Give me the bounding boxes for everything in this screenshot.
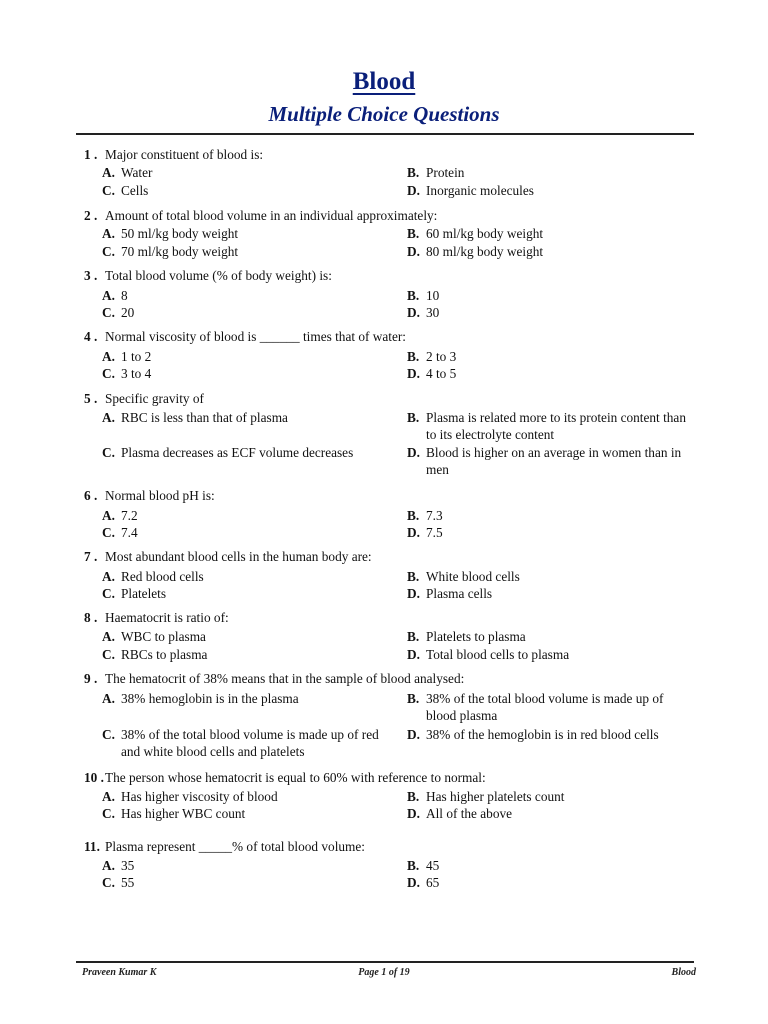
option-text: Has higher WBC count [121, 806, 246, 821]
option-letter: D. [407, 244, 420, 259]
option-text: 35 [121, 858, 135, 873]
answer-option [102, 444, 392, 461]
answer-option [102, 524, 392, 541]
question-number: 8 . [84, 610, 98, 625]
answer-option [407, 726, 697, 743]
option-letter: D. [407, 875, 420, 890]
question-text: Major constituent of blood is: [105, 147, 264, 162]
answer-option [102, 857, 392, 874]
option-letter: C. [102, 586, 115, 601]
option-letter: A. [102, 508, 115, 523]
option-text: Platelets [121, 586, 167, 601]
answer-option [407, 409, 697, 443]
option-letter: C. [102, 305, 115, 320]
option-letter: B. [407, 288, 420, 303]
option-text: 3 to 4 [121, 366, 152, 381]
question-stem [84, 208, 437, 224]
option-text: RBCs to plasma [121, 647, 208, 662]
option-text: 38% of the total blood volume is made up of blood plasma [426, 691, 664, 723]
question-stem [84, 839, 365, 855]
page-subtitle: Multiple Choice Questions [268, 102, 500, 126]
option-letter: D. [407, 183, 420, 198]
header-divider [76, 133, 694, 135]
option-letter: D. [407, 525, 420, 540]
question-number: 9 . [84, 671, 98, 686]
answer-option [102, 304, 392, 321]
answer-option [407, 225, 697, 242]
answer-option [407, 568, 697, 585]
option-letter: B. [407, 410, 420, 425]
option-letter: C. [102, 244, 115, 259]
option-letter: C. [102, 727, 115, 742]
option-text: 8 [121, 288, 128, 303]
option-letter: D. [407, 647, 420, 662]
answer-option [102, 164, 392, 181]
option-letter: B. [407, 349, 420, 364]
option-letter: A. [102, 288, 115, 303]
answer-option [407, 805, 697, 822]
option-letter: D. [407, 366, 420, 381]
option-letter: C. [102, 875, 115, 890]
option-letter: A. [102, 226, 115, 241]
option-letter: D. [407, 586, 420, 601]
option-letter: D. [407, 445, 420, 460]
answer-option [407, 690, 697, 724]
answer-option [407, 646, 697, 663]
question-text: Most abundant blood cells in the human body are: [105, 549, 372, 564]
footer-topic: Blood [671, 967, 696, 978]
question-stem [84, 488, 215, 504]
option-text: 38% of the total blood volume is made up of red and white blood cells and platelets [121, 727, 379, 759]
option-text: 38% of the hemoglobin is in red blood cells [426, 727, 659, 742]
option-text: Plasma is related more to its protein content than to its electrolyte content [426, 410, 686, 442]
option-text: 4 to 5 [426, 366, 457, 381]
option-letter: B. [407, 226, 420, 241]
answer-option [407, 243, 697, 260]
answer-option [407, 524, 697, 541]
option-text: 2 to 3 [426, 349, 457, 364]
answer-option [102, 507, 392, 524]
option-text: 80 ml/kg body weight [426, 244, 544, 259]
answer-option [407, 287, 697, 304]
question-text: Normal blood pH is: [105, 488, 215, 503]
option-text: 7.4 [121, 525, 138, 540]
option-letter: B. [407, 569, 420, 584]
option-text: Has higher platelets count [426, 789, 565, 804]
question-number: 7 . [84, 549, 98, 564]
option-text: 38% hemoglobin is in the plasma [121, 691, 299, 706]
answer-option [102, 690, 392, 707]
option-text: 55 [121, 875, 135, 890]
option-letter: C. [102, 525, 115, 540]
option-text: 1 to 2 [121, 349, 152, 364]
footer-page-number: Page 1 of 19 [358, 967, 410, 978]
option-text: Total blood cells to plasma [426, 647, 570, 662]
option-letter: A. [102, 858, 115, 873]
option-text: Plasma decreases as ECF volume decreases [121, 445, 354, 460]
option-letter: C. [102, 647, 115, 662]
option-text: 65 [426, 875, 440, 890]
option-letter: B. [407, 789, 420, 804]
footer-author: Praveen Kumar K [82, 967, 157, 978]
option-letter: B. [407, 858, 420, 873]
question-number: 2 . [84, 208, 98, 223]
option-letter: A. [102, 569, 115, 584]
option-text: Water [121, 165, 153, 180]
option-text: RBC is less than that of plasma [121, 410, 288, 425]
option-text: Plasma cells [426, 586, 493, 601]
option-text: Platelets to plasma [426, 629, 526, 644]
answer-option [407, 874, 697, 891]
answer-option [102, 182, 392, 199]
answer-option [102, 243, 392, 260]
question-number: 10 . [84, 770, 104, 785]
question-stem [84, 610, 229, 626]
option-text: 50 ml/kg body weight [121, 226, 239, 241]
option-letter: D. [407, 806, 420, 821]
answer-option [102, 585, 392, 602]
option-text: 7.3 [426, 508, 443, 523]
option-text: 10 [426, 288, 440, 303]
question-number: 3 . [84, 268, 98, 283]
question-stem [84, 147, 263, 163]
question-text: The hematocrit of 38% means that in the sample of blood analysed: [105, 671, 465, 686]
question-number: 6 . [84, 488, 98, 503]
answer-option [102, 568, 392, 585]
option-text: Inorganic molecules [426, 183, 534, 198]
question-text: Haematocrit is ratio of: [105, 610, 229, 625]
answer-option [407, 507, 697, 524]
answer-option [407, 628, 697, 645]
answer-option [407, 857, 697, 874]
answer-option [102, 646, 392, 663]
option-letter: B. [407, 691, 420, 706]
answer-option [407, 365, 697, 382]
option-letter: B. [407, 508, 420, 523]
question-text: Plasma represent _____% of total blood volume: [105, 839, 365, 854]
option-text: Has higher viscosity of blood [121, 789, 278, 804]
page-title: Blood [352, 68, 416, 95]
answer-option [102, 287, 392, 304]
answer-option [407, 182, 697, 199]
answer-option [407, 788, 697, 805]
option-letter: A. [102, 691, 115, 706]
question-number: 4 . [84, 329, 98, 344]
question-number: 11. [84, 839, 100, 854]
option-text: Blood is higher on an average in women than in men [426, 445, 682, 477]
answer-option [102, 874, 392, 891]
answer-option [102, 788, 392, 805]
option-letter: C. [102, 366, 115, 381]
option-text: Protein [426, 165, 465, 180]
question-stem [84, 549, 372, 565]
option-letter: B. [407, 165, 420, 180]
answer-option [102, 726, 392, 760]
option-letter: C. [102, 445, 115, 460]
option-text: WBC to plasma [121, 629, 206, 644]
option-text: 70 ml/kg body weight [121, 244, 239, 259]
answer-option [102, 225, 392, 242]
option-text: All of the above [426, 806, 513, 821]
answer-option [102, 365, 392, 382]
option-text: 7.5 [426, 525, 443, 540]
option-text: 20 [121, 305, 135, 320]
answer-option [407, 164, 697, 181]
question-stem [84, 770, 486, 786]
option-text: Cells [121, 183, 149, 198]
footer-divider [76, 961, 694, 963]
question-text: Total blood volume (% of body weight) is: [105, 268, 332, 283]
question-text: Normal viscosity of blood is ______ times that of water: [105, 329, 406, 344]
option-letter: D. [407, 727, 420, 742]
option-text: Red blood cells [121, 569, 204, 584]
option-letter: C. [102, 183, 115, 198]
option-letter: B. [407, 629, 420, 644]
answer-option [407, 304, 697, 321]
answer-option [102, 409, 392, 426]
answer-option [407, 444, 697, 478]
question-number: 5 . [84, 391, 98, 406]
option-text: 45 [426, 858, 440, 873]
option-letter: A. [102, 410, 115, 425]
question-text: Specific gravity of [105, 391, 204, 406]
option-letter: A. [102, 789, 115, 804]
option-letter: A. [102, 349, 115, 364]
answer-option [102, 805, 392, 822]
question-stem [84, 268, 332, 284]
answer-option [102, 628, 392, 645]
question-number: 1 . [84, 147, 98, 162]
option-text: 60 ml/kg body weight [426, 226, 544, 241]
option-letter: C. [102, 806, 115, 821]
question-text: The person whose hematocrit is equal to 60% with reference to normal: [105, 770, 486, 785]
answer-option [407, 348, 697, 365]
question-text: Amount of total blood volume in an individual approximately: [105, 208, 438, 223]
answer-option [102, 348, 392, 365]
option-letter: A. [102, 165, 115, 180]
option-letter: A. [102, 629, 115, 644]
question-stem [84, 329, 406, 345]
option-text: 30 [426, 305, 440, 320]
question-stem [84, 671, 464, 687]
question-stem [84, 391, 204, 407]
option-text: 7.2 [121, 508, 138, 523]
answer-option [407, 585, 697, 602]
option-text: White blood cells [426, 569, 520, 584]
option-letter: D. [407, 305, 420, 320]
